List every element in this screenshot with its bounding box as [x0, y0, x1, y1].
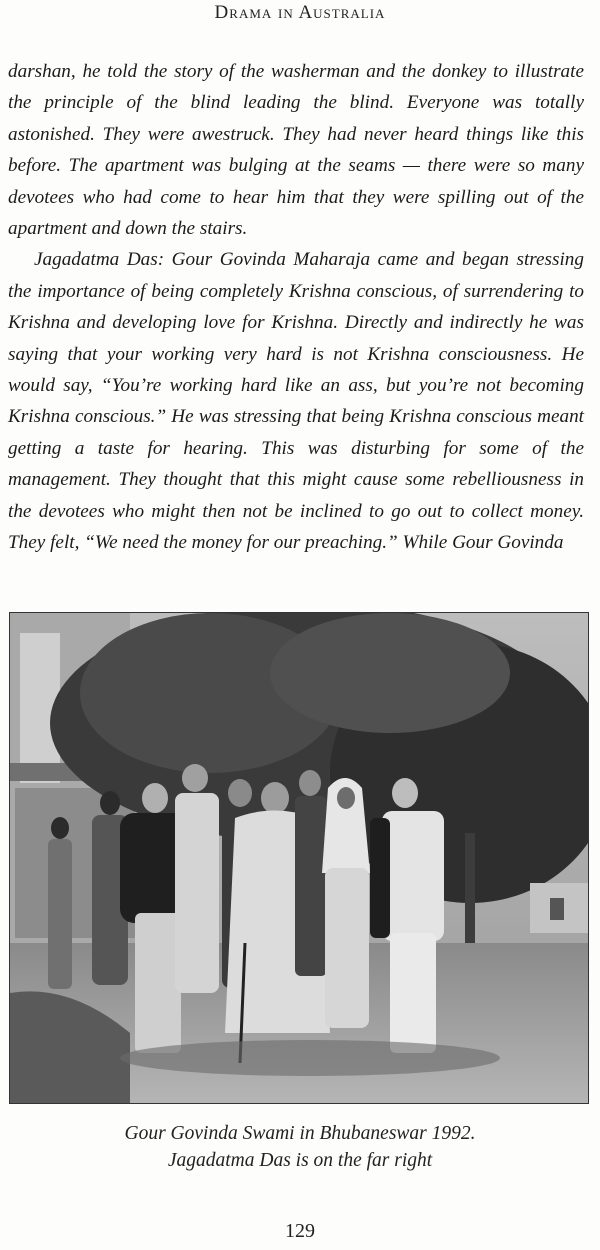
caption-line-2: Jagadatma Das is on the far right [167, 1150, 433, 1171]
running-head: Drama in Australia [214, 2, 386, 23]
paragraph-continued: darshan, he told the story of the washerman and the donkey to illustrate the principle of the blind leading the blind. Everyone was totally astonished. They were awestruck. They had never heard things like this before. The apartment was bulging at the seams — there were so many devotees who had come to hear him that they were spilling out of the apartment and down the stairs. [8, 61, 584, 240]
caption-line-1: Gour Govinda Swami in Bhubaneswar 1992. [124, 1123, 476, 1144]
photo-figure-white-hood [322, 778, 370, 1028]
body-text [8, 56, 584, 559]
page-number: 129 [285, 1220, 315, 1242]
photo-caption [0, 1120, 600, 1174]
group-photograph [9, 612, 589, 1104]
paragraph-jagadatma-das: Jagadatma Das: Gour Govinda Maharaja came and began stressing the importance of being completely Krishna conscious, of surrendering to Krishna and developing love for Krishna. Directly and indirectly he was saying that your working very hard is not Krishna consciousness. He would say, “You’re working hard like an ass, but you’re not becoming Krishna conscious.” He was stressing that being Krishna conscious meant getting a taste for hearing. This was disturbing for some of the management. They thought that this might cause some rebelliousness in the devotees who might then not be inclined to go out to collect money. They felt, “We need the money for our preaching.” While Gour Govinda [8, 249, 584, 554]
